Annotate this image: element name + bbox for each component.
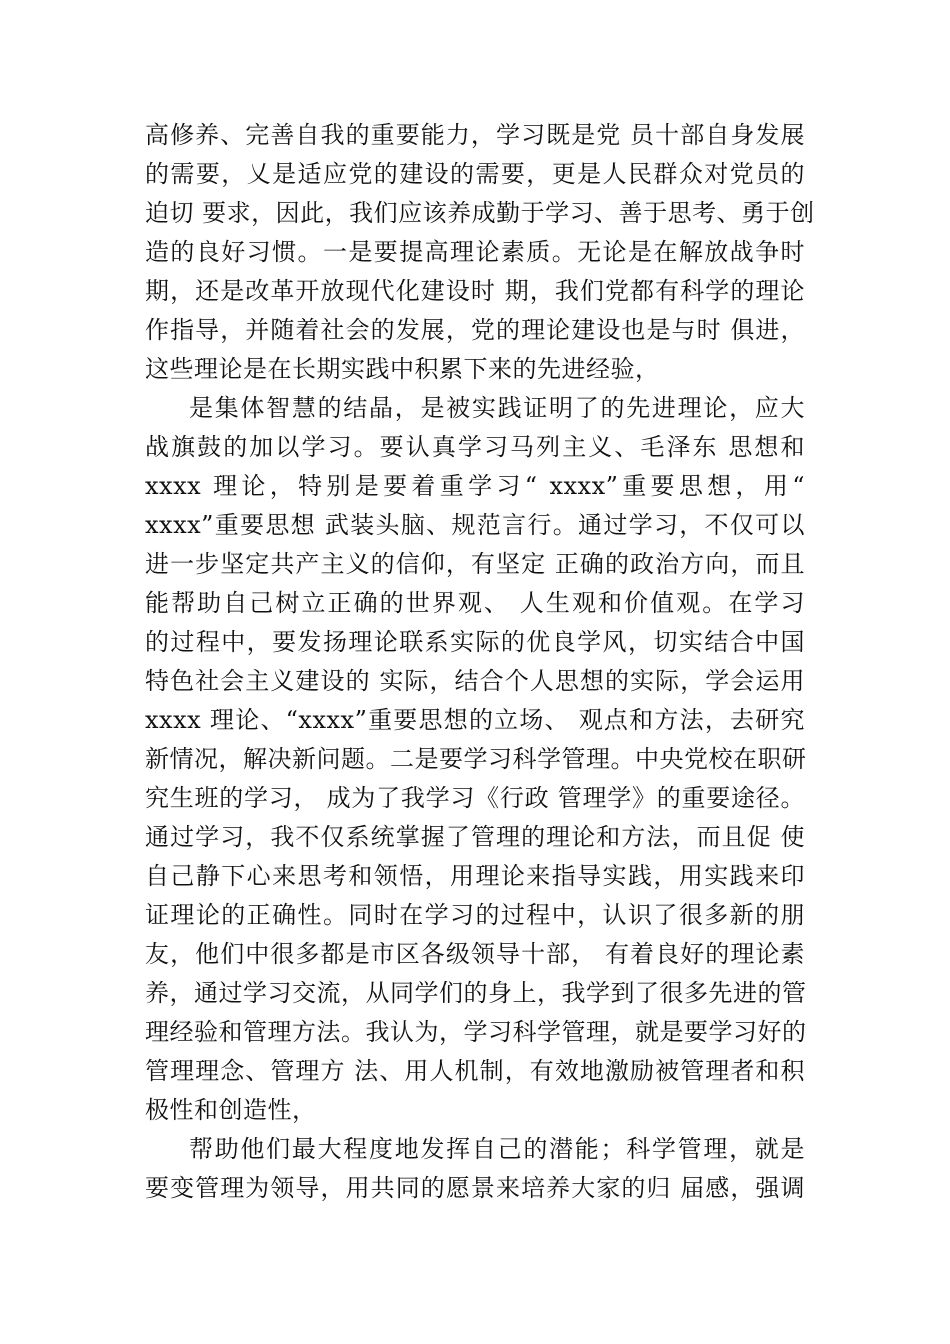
text-line: 新情况，解决新问题。二是要学习科学管理。中央党校在职研 xyxy=(145,745,807,773)
text-line: 管理理念、管理方 法、用人机制，有效地激励被管理者和积 xyxy=(145,1057,805,1085)
text-line: 迫切 要求，因此，我们应该养成勤于学习、善于思考、勇于创 xyxy=(145,199,815,227)
text-line: 进一步坚定共产主义的信仰，有坚定 正确的政治方向，而且 xyxy=(145,550,805,578)
text-line: 战旗鼓的加以学习。要认真学习马列主义、毛泽东 思想和 xyxy=(145,433,805,461)
text-line: 究生班的学习， 成为了我学习《行政 管理学》的重要途径。 xyxy=(145,784,805,812)
text-line: 能帮助自己树立正确的世界观、 人生观和价值观。在学习 xyxy=(145,589,805,617)
text-line: 的过程中，要发扬理论联系实际的优良学风，切实结合中国 xyxy=(145,628,805,656)
text-line: 友，他们中很多都是市区各级领导十部， 有着良好的理论素 xyxy=(145,940,805,968)
text-line: 造的良好习惯。一是要提高理论素质。无论是在解放战争时 xyxy=(145,238,805,266)
text-line: 高修养、完善自我的重要能力，学习既是党 员十部自身发展 xyxy=(145,121,805,149)
text-line: 期，还是改革开放现代化建设时 期，我们党都有科学的理论 xyxy=(145,277,805,305)
text-line: xxxx 理论、“xxxx”重要思想的立场、 观点和方法，去研究 xyxy=(145,706,805,734)
text-line: 要变管理为领导，用共同的愿景来培养大家的归 届感，强调 xyxy=(145,1174,805,1202)
text-line: 这些理论是在长期实践中积累下来的先进经验， xyxy=(145,355,660,383)
text-line: 自己静下心来思考和领悟，用理论来指导实践，用实践来印 xyxy=(145,862,805,890)
text-line: 养，通过学习交流，从同学们的身上，我学到了很多先进的管 xyxy=(145,979,807,1007)
text-line: 极性和创造性， xyxy=(145,1096,317,1124)
text-line: 作指导，并随着社会的发展，党的理论建设也是与时 俱进， xyxy=(145,316,805,344)
text-line: xxxx 理论，特别是要着重学习“ xxxx”重要思想，用“ xyxy=(145,472,805,500)
text-line: 的需要，乂是适应党的建设的需要，更是人民群众对党员的 xyxy=(145,160,805,188)
text-line: 证理论的正确性。同时在学习的过程中，认识了很多新的朋 xyxy=(145,901,805,929)
paragraph-first-line: 是集体智慧的结晶，是被实践证明了的先进理论，应大 xyxy=(189,394,805,422)
text-line: 理经验和管理方法。我认为，学习科学管理，就是要学习好的 xyxy=(145,1018,807,1046)
paragraph-first-line: 帮助他们最大程度地发挥自己的潜能；科学管理，就是 xyxy=(189,1135,805,1163)
text-line: 通过学习，我不仅系统掌握了管理的理论和方法，而且促 使 xyxy=(145,823,805,851)
text-line: 特色社会主义建设的 实际，结合个人思想的实际，学会运用 xyxy=(145,667,805,695)
text-line: xxxx”重要思想 武装头脑、规范言行。通过学习，不仅可以 xyxy=(145,511,805,539)
